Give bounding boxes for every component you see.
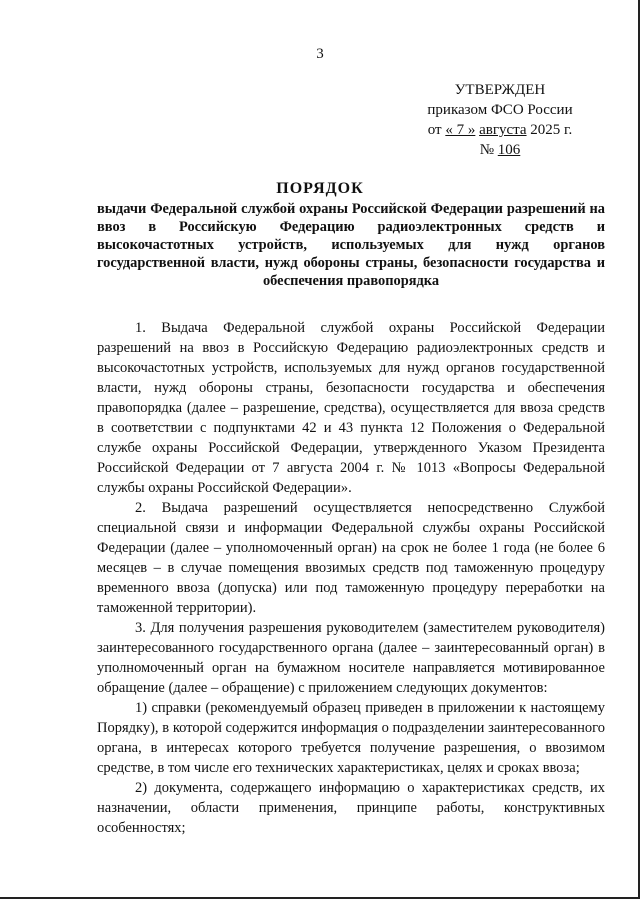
approval-number [400, 140, 600, 160]
approval-stamp [400, 80, 600, 160]
approval-date [400, 120, 600, 140]
approval-line1: УТВЕРЖДЕН [454, 82, 546, 98]
approval-number-value: 106 [497, 142, 521, 158]
paragraph-1: 1. Выдача Федеральной службой охраны Российской Федерации разрешений на ввоз в Российскую Федерацию радиоэлектронных средств и высокочастотных устройств, используемых для нужд органов государственной власти, нужд обороны страны, безопасности государства и обеспечения правопорядка (далее – разрешение, средства), осуществляется для ввоза средств в соответствии с подпунктами 42 и 43 пункта 12 Положения о Федеральной службе охраны Российской Федерации, утвержденного Указом Президента Российской Федерации от 7 августа 2004 г. № 1013 «Вопросы Федеральной службы охраны Российской Федерации». [97, 320, 605, 496]
approval-line2: приказом ФСО России [427, 102, 573, 118]
paragraph-3: 3. Для получения разрешения руководителем (заместителем руководителя) заинтересованного государственного органа (далее – заинтересованный орган) в уполномоченный орган на бумажном носителе направляется мотивированное обращение (далее – обращение) с приложением следующих документов: [97, 620, 605, 696]
subitem-1: 1) справки (рекомендуемый образец приведен в приложении к настоящему Порядку), в которой содержится информация о подразделении заинтересованного органа, в интересах которого требуется получение разрешения, о ввозимом средстве, в том числе его технических характеристиках, целях и сроках ввоза; [97, 700, 605, 776]
approval-from-prefix: от [427, 122, 442, 138]
document-subtitle: выдачи Федеральной службой охраны Российской Федерации разрешений на ввоз в Российскую Федерацию радиоэлектронных средств и высокочастотных устройств, используемых для нужд органов государственной власти, нужд обороны страны, безопасности государства и обеспечения правопорядка [97, 201, 605, 289]
subitem-2: 2) документа, содержащего информацию о характеристиках средств, их назначении, области применения, принципе работы, конструктивных особенностях; [97, 780, 605, 836]
approval-number-prefix: № [479, 142, 495, 158]
document-title: ПОРЯДОК [276, 180, 364, 197]
approval-date-month: августа [479, 122, 527, 138]
approval-date-day: « 7 » [445, 122, 476, 138]
page-number: 3 [316, 46, 324, 62]
approval-date-year: 2025 г. [530, 122, 573, 138]
paragraph-2: 2. Выдача разрешений осуществляется непосредственно Службой специальной связи и информации Федеральной службы охраны Российской Федерации (далее – уполномоченный орган) на срок не более 1 года (не более 6 месяцев – в случае помещения ввозимых средств под таможенную процедуру временного ввоза (допуска) или под таможенную процедуру переработки на таможенной территории). [97, 500, 605, 616]
document-body [97, 318, 605, 838]
